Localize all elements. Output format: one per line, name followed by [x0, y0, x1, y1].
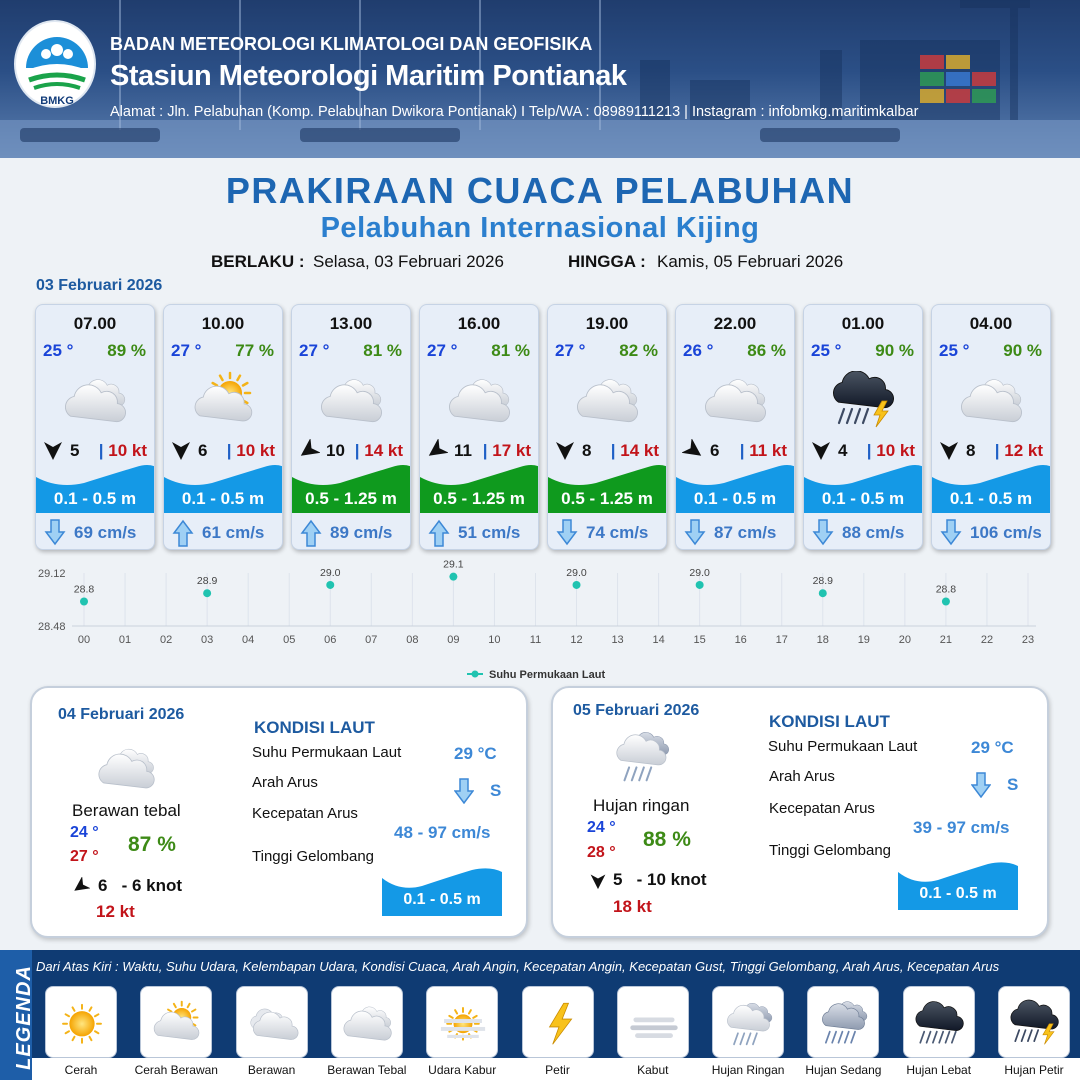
- forecast-temperature: 26 °: [683, 341, 714, 360]
- forecast-wave-height: 0.1 - 0.5 m: [693, 489, 777, 508]
- x-tick-label: 05: [283, 634, 296, 646]
- current-direction-up-icon: [172, 519, 194, 547]
- forecast-current-speed: 87 cm/s: [714, 523, 777, 542]
- day2-current-speed-label: Kecepatan Arus: [252, 805, 358, 822]
- day2-gust: 12 kt: [96, 902, 135, 921]
- forecast-humidity: 81 %: [363, 341, 402, 360]
- data-label: 28.9: [812, 575, 834, 588]
- sea-surface-temp-chart: [30, 556, 1050, 686]
- day3-sst-value: 29 °C: [971, 738, 1014, 757]
- gust-separator: |: [482, 441, 493, 460]
- gust-separator: |: [610, 441, 621, 460]
- legend-item: [903, 986, 975, 1058]
- forecast-wind-speed: 8: [582, 441, 592, 460]
- forecast-current-speed: 51 cm/s: [458, 523, 521, 542]
- forecast-wind-speed: 6: [198, 441, 208, 460]
- agency-name: BADAN METEOROLOGI KLIMATOLOGI DAN GEOFISIKA: [110, 34, 593, 54]
- day3-current-dir-value: S: [1007, 775, 1019, 794]
- forecast-humidity: 77 %: [235, 341, 274, 360]
- day3-condition: Hujan ringan: [593, 796, 690, 815]
- x-tick-label: 16: [734, 634, 747, 646]
- forecast-time: 07.00: [73, 314, 117, 333]
- current-row: [164, 517, 282, 550]
- legend-item: [236, 986, 308, 1058]
- forecast-wind-speed: 6: [710, 441, 720, 460]
- day2-temp-max: 27 °: [70, 848, 99, 865]
- day2-sst-value: 29 °C: [454, 744, 497, 763]
- forecast-current-speed: 69 cm/s: [74, 523, 137, 542]
- legend-cerah-berawan-icon: [147, 993, 207, 1053]
- forecast-humidity: 89 %: [107, 341, 146, 360]
- forecast-gust: [99, 441, 147, 461]
- forecast-current-speed: 106 cm/s: [970, 523, 1042, 542]
- forecast-gust-value: 10 kt: [876, 441, 915, 460]
- data-point: [819, 589, 827, 597]
- legend-berawan-icon: [243, 993, 303, 1053]
- forecast-time: 16.00: [457, 314, 501, 333]
- data-label: 29.0: [689, 566, 710, 579]
- forecast-temperature: 27 °: [555, 341, 586, 360]
- legend-item: [617, 986, 689, 1058]
- forecast-humidity: 86 %: [747, 341, 786, 360]
- forecast-wind-speed: 4: [838, 441, 848, 460]
- day2-weather-icon: [92, 738, 162, 798]
- data-point: [696, 581, 704, 589]
- current-direction-down-icon: [684, 519, 706, 547]
- legend-tab-label: LEGENDA: [12, 965, 35, 1070]
- x-tick-label: 11: [529, 634, 542, 646]
- day2-sea-heading: KONDISI LAUT: [254, 718, 375, 737]
- forecast-humidity: 82 %: [619, 341, 658, 360]
- wind-direction-icon: [810, 439, 832, 461]
- legend-item-label: Kabut: [637, 1063, 669, 1077]
- x-tick-label: 18: [816, 634, 829, 646]
- forecast-temperature: 25 °: [811, 341, 842, 360]
- header-banner: [0, 0, 1080, 158]
- data-point: [80, 598, 88, 606]
- data-point: [326, 581, 334, 589]
- hujan-petir-icon: [826, 371, 902, 429]
- day2-date: 04 Februari 2026: [58, 706, 185, 723]
- forecast-wave-height: 0.1 - 0.5 m: [181, 489, 265, 508]
- berawan-tebal-icon: [314, 371, 390, 429]
- forecast-time: 01.00: [841, 314, 885, 333]
- x-tick-label: 04: [242, 634, 255, 646]
- forecast-card: [163, 304, 283, 550]
- current-row: [932, 517, 1050, 550]
- legend-item-label: Berawan: [247, 1063, 296, 1077]
- gust-separator: |: [866, 441, 877, 460]
- forecast-humidity: 90 %: [1003, 341, 1042, 360]
- legend-item: [331, 986, 403, 1058]
- day3-sst-label: Suhu Permukaan Laut: [768, 738, 918, 755]
- port-name: Pelabuhan Internasional Kijing: [320, 212, 760, 244]
- forecast-time: 13.00: [329, 314, 373, 333]
- x-tick-label: 00: [77, 634, 91, 646]
- forecast-current-speed: 61 cm/s: [202, 523, 265, 542]
- legend-marker: [472, 671, 479, 678]
- valid-to-value: Kamis, 05 Februari 2026: [657, 252, 844, 271]
- forecast-wave-height: 0.1 - 0.5 m: [949, 489, 1033, 508]
- gust-separator: |: [994, 441, 1005, 460]
- data-point: [203, 589, 211, 597]
- legend-item: [807, 986, 879, 1058]
- x-tick-label: 14: [652, 634, 665, 646]
- forecast-gust: [867, 441, 915, 461]
- legend-hujan-ringan-icon: [719, 993, 779, 1053]
- forecast-humidity: 81 %: [491, 341, 530, 360]
- x-tick-label: 10: [488, 634, 501, 646]
- berawan-tebal-icon: [698, 371, 774, 429]
- y-tick-label: 28.48: [38, 621, 66, 633]
- data-label: 29.0: [320, 566, 341, 579]
- day2-condition: Berawan tebal: [72, 801, 181, 820]
- forecast-gust-value: 10 kt: [108, 441, 147, 460]
- current-row: [548, 517, 666, 550]
- valid-from-label: BERLAKU :: [211, 252, 305, 271]
- forecast-gust: [227, 441, 275, 461]
- day3-weather-icon: [607, 726, 677, 796]
- forecast-time: 19.00: [585, 314, 629, 333]
- current-direction-down-icon: [556, 519, 578, 547]
- x-tick-label: 22: [980, 634, 994, 646]
- legend-kabut-icon: [624, 993, 684, 1053]
- x-tick-label: 19: [857, 634, 870, 646]
- day3-wind-direction-icon: [589, 872, 607, 890]
- forecast-wave-height: 0.5 - 1.25 m: [433, 489, 525, 508]
- legend-item-label: Hujan Petir: [1004, 1063, 1064, 1077]
- forecast-card: [291, 304, 411, 550]
- wind-direction-icon: [426, 439, 448, 461]
- data-label: 29.1: [443, 558, 464, 571]
- x-tick-label: 12: [570, 634, 583, 646]
- forecast-card: [803, 304, 923, 550]
- berawan-tebal-icon: [954, 371, 1030, 429]
- legend-item-label: Petir: [545, 1063, 570, 1077]
- legend-item-label: Berawan Tebal: [327, 1063, 407, 1077]
- day1-date: 03 Februari 2026: [36, 277, 163, 294]
- legend-hujan-sedang-icon: [814, 993, 874, 1053]
- day2-wave-value: 0.1 - 0.5 m: [403, 891, 481, 908]
- page-title: PRAKIRAAN CUACA PELABUHAN: [225, 170, 855, 211]
- day2-current-dir-icon: [454, 778, 474, 804]
- x-tick-label: 06: [324, 634, 337, 646]
- x-tick-label: 13: [611, 634, 624, 646]
- legend-item: [712, 986, 784, 1058]
- day3-wind-speed: 5 - 10 knot: [613, 870, 707, 889]
- current-row: [804, 517, 922, 550]
- forecast-wind-speed: 5: [70, 441, 80, 460]
- day3-panel: [551, 686, 1049, 938]
- legend-item-label: Cerah: [64, 1063, 98, 1077]
- forecast-temperature: 25 °: [939, 341, 970, 360]
- forecast-gust: [355, 441, 403, 461]
- day3-wave-label: Tinggi Gelombang: [769, 842, 892, 859]
- cerah-berawan-icon: [186, 371, 262, 429]
- data-point: [449, 573, 457, 581]
- x-tick-label: 15: [693, 634, 706, 646]
- legend-item: [426, 986, 498, 1058]
- day3-humidity: 88 %: [643, 828, 691, 851]
- day3-sea-heading: KONDISI LAUT: [769, 712, 890, 731]
- legend-hujan-petir-icon: [1005, 993, 1065, 1053]
- data-label: 28.9: [196, 575, 218, 588]
- forecast-card: [419, 304, 539, 550]
- forecast-current-speed: 89 cm/s: [330, 523, 393, 542]
- station-name: Stasiun Meteorologi Maritim Pontianak: [110, 60, 627, 92]
- forecast-card: [35, 304, 155, 550]
- berawan-tebal-icon: [442, 371, 518, 429]
- forecast-gust-value: 14 kt: [364, 441, 403, 460]
- x-tick-label: 01: [118, 634, 132, 646]
- wind-direction-icon: [298, 439, 320, 461]
- legend-berawan-tebal-icon: [338, 993, 398, 1053]
- forecast-humidity: 90 %: [875, 341, 914, 360]
- legend-item: [998, 986, 1070, 1058]
- x-tick-label: 09: [447, 634, 460, 646]
- day2-humidity: 87 %: [128, 833, 176, 856]
- x-tick-label: 02: [159, 634, 173, 646]
- legend-item-label: Hujan Ringan: [711, 1063, 785, 1077]
- current-direction-up-icon: [300, 519, 322, 547]
- day2-wind-speed: 6 - 6 knot: [98, 876, 183, 895]
- forecast-gust-value: 11 kt: [749, 441, 787, 460]
- day2-panel: [30, 686, 528, 938]
- x-tick-label: 20: [898, 634, 911, 646]
- current-direction-down-icon: [940, 519, 962, 547]
- chart-legend-label: Suhu Permukaan Laut: [489, 669, 606, 681]
- forecast-gust: [740, 441, 787, 461]
- day3-current-dir-label: Arah Arus: [769, 768, 835, 785]
- current-direction-up-icon: [428, 519, 450, 547]
- day3-gust: 18 kt: [613, 897, 652, 916]
- forecast-time: 22.00: [713, 314, 757, 333]
- current-row: [36, 517, 154, 550]
- legend-hujan-lebat-icon: [910, 993, 970, 1053]
- forecast-wind-speed: 11: [454, 441, 472, 460]
- day2-temp-min: 24 °: [70, 824, 99, 841]
- data-label: 28.8: [935, 583, 957, 596]
- x-tick-label: 17: [775, 634, 788, 646]
- current-direction-down-icon: [44, 519, 66, 547]
- forecast-temperature: 25 °: [43, 341, 74, 360]
- y-tick-label: 29.12: [38, 568, 66, 580]
- wind-direction-icon: [682, 439, 704, 461]
- forecast-wind-speed: 10: [326, 441, 345, 460]
- day3-temp-min: 24 °: [587, 819, 616, 836]
- forecast-time: 04.00: [969, 314, 1013, 333]
- current-row: [676, 517, 794, 550]
- x-tick-label: 21: [939, 634, 953, 646]
- forecast-gust: [611, 441, 659, 461]
- station-address: Alamat : Jln. Pelabuhan (Komp. Pelabuhan Dwikora Pontianak) I Telp/WA : 08989111213 | Instagram : infobmkg.maritimkalbar: [110, 104, 919, 120]
- forecast-temperature: 27 °: [171, 341, 202, 360]
- data-label: 28.8: [73, 583, 95, 596]
- forecast-wave-height: 0.5 - 1.25 m: [305, 489, 397, 508]
- wind-direction-icon: [554, 439, 576, 461]
- logo-text: BMKG: [40, 95, 74, 107]
- forecast-gust: [995, 441, 1043, 461]
- data-point: [942, 598, 950, 606]
- day3-temp-max: 28 °: [587, 844, 616, 861]
- data-label: 29.0: [566, 566, 587, 579]
- data-point: [573, 581, 581, 589]
- wind-direction-icon: [170, 439, 192, 461]
- legend-udara-kabur-icon: [433, 993, 493, 1053]
- day2-current-dir-label: Arah Arus: [252, 774, 318, 791]
- legend-item: [522, 986, 594, 1058]
- day2-current-speed-value: 48 - 97 cm/s: [394, 823, 491, 842]
- day2-wind-direction-icon: [72, 877, 90, 895]
- valid-to-label: HINGGA :: [568, 252, 646, 271]
- forecast-current-speed: 74 cm/s: [586, 523, 649, 542]
- legend-item-label: Hujan Lebat: [906, 1063, 972, 1077]
- legend-description: Dari Atas Kiri : Waktu, Suhu Udara, Kelembapan Udara, Kondisi Cuaca, Arah Angin, Kecepatan Angin, Kecepatan Gust, Tinggi Gelombang, Arah Arus, Kecepatan Arus: [36, 959, 1000, 974]
- legend-item: [45, 986, 117, 1058]
- current-row: [292, 517, 410, 550]
- berawan-tebal-icon: [570, 371, 646, 429]
- current-direction-down-icon: [812, 519, 834, 547]
- forecast-gust-value: 10 kt: [236, 441, 275, 460]
- day3-date: 05 Februari 2026: [573, 702, 700, 719]
- day2-wave-label: Tinggi Gelombang: [252, 848, 375, 865]
- legend-item: [140, 986, 212, 1058]
- gust-separator: |: [354, 441, 365, 460]
- legend-cerah-icon: [52, 993, 112, 1053]
- day3-current-dir-icon: [971, 772, 991, 798]
- forecast-card: [675, 304, 795, 550]
- forecast-gust-value: 14 kt: [620, 441, 659, 460]
- day3-wave-value: 0.1 - 0.5 m: [919, 885, 997, 902]
- day2-sst-label: Suhu Permukaan Laut: [252, 744, 402, 761]
- x-tick-label: 23: [1021, 634, 1035, 646]
- forecast-temperature: 27 °: [427, 341, 458, 360]
- forecast-wind-speed: 8: [966, 441, 976, 460]
- day2-current-dir-value: S: [490, 781, 502, 800]
- day3-current-speed-label: Kecepatan Arus: [769, 800, 875, 817]
- forecast-gust: [483, 441, 531, 461]
- gust-separator: |: [98, 441, 109, 460]
- legend-petir-icon: [529, 993, 589, 1053]
- x-tick-label: 08: [406, 634, 419, 646]
- bmkg-logo: [14, 20, 96, 108]
- legend-tab: [0, 950, 35, 1080]
- forecast-card: [931, 304, 1051, 550]
- forecast-wave-height: 0.1 - 0.5 m: [821, 489, 905, 508]
- current-row: [420, 517, 538, 550]
- forecast-wave-height: 0.5 - 1.25 m: [561, 489, 653, 508]
- day3-current-speed-value: 39 - 97 cm/s: [913, 818, 1010, 837]
- forecast-card: [547, 304, 667, 550]
- valid-from-value: Selasa, 03 Februari 2026: [313, 252, 504, 271]
- x-tick-label: 03: [201, 634, 214, 646]
- legend-item-label: Hujan Sedang: [805, 1063, 882, 1077]
- berawan-tebal-icon: [58, 371, 134, 429]
- wind-direction-icon: [42, 439, 64, 461]
- legend-item-label: Cerah Berawan: [134, 1063, 218, 1077]
- x-tick-label: 07: [365, 634, 378, 646]
- gust-separator: |: [226, 441, 237, 460]
- forecast-time: 10.00: [201, 314, 245, 333]
- gust-separator: |: [739, 441, 750, 460]
- legend-item-label: Udara Kabur: [428, 1063, 497, 1077]
- wind-direction-icon: [938, 439, 960, 461]
- forecast-current-speed: 88 cm/s: [842, 523, 905, 542]
- forecast-temperature: 27 °: [299, 341, 330, 360]
- forecast-gust-value: 12 kt: [1004, 441, 1043, 460]
- forecast-gust-value: 17 kt: [492, 441, 531, 460]
- forecast-wave-height: 0.1 - 0.5 m: [53, 489, 137, 508]
